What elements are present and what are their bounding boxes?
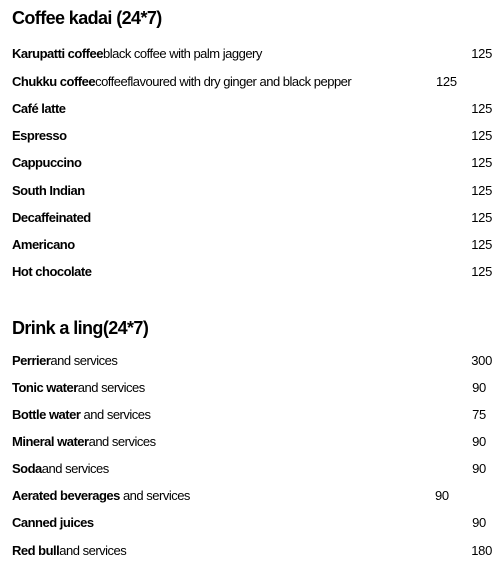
menu-item-cafe-latte — [12, 99, 500, 119]
item-name: Decaffeinated — [12, 210, 91, 225]
menu-item-americano — [12, 235, 500, 255]
menu-item-cappuccino — [12, 153, 500, 173]
item-name: Karupatti coffee — [12, 46, 103, 61]
item-price: 90 — [472, 380, 486, 395]
item-name: Hot chocolate — [12, 264, 92, 279]
menu-item-perrier — [12, 351, 500, 371]
item-name: Cappuccino — [12, 155, 82, 170]
menu-item-mineral-water — [12, 432, 500, 452]
item-name: Café latte — [12, 101, 66, 116]
menu-item-karupatti-coffee — [12, 44, 500, 64]
item-price: 125 — [436, 74, 457, 89]
item-price: 90 — [472, 515, 486, 530]
menu-item-aerated-beverages — [12, 486, 500, 506]
item-description: and services — [59, 543, 127, 558]
item-name: Canned juices — [12, 515, 94, 530]
item-name: Perrier — [12, 353, 51, 368]
item-price: 125 — [471, 264, 492, 279]
item-price: 125 — [471, 210, 492, 225]
item-name: Americano — [12, 237, 75, 252]
item-name: Tonic water — [12, 380, 78, 395]
item-description: black coffee with palm jaggery — [102, 46, 262, 61]
item-name: Soda — [12, 461, 42, 476]
item-price: 90 — [472, 461, 486, 476]
item-price: 75 — [472, 407, 486, 422]
item-price: 125 — [471, 155, 492, 170]
item-price: 125 — [471, 46, 492, 61]
menu-item-red-bull — [12, 541, 500, 561]
item-price: 90 — [435, 488, 449, 503]
section-title-coffee-kadai: Coffee kadai (24*7) — [12, 8, 162, 28]
item-description: coffeeflavoured with dry ginger and black pepper — [95, 74, 352, 89]
item-price: 125 — [471, 237, 492, 252]
item-description: and services — [77, 380, 145, 395]
menu-item-decaffeinated — [12, 208, 500, 228]
item-name: Aerated beverages — [12, 488, 120, 503]
menu-item-canned-juices — [12, 513, 500, 533]
item-name: Mineral water — [12, 434, 89, 449]
item-description: and services — [119, 488, 190, 503]
menu-item-south-indian — [12, 181, 500, 201]
menu-item-bottle-water — [12, 405, 500, 425]
item-name: Espresso — [12, 128, 67, 143]
item-name: Red bull — [12, 543, 60, 558]
item-description: and services — [88, 434, 156, 449]
item-price: 125 — [471, 183, 492, 198]
item-price: 125 — [471, 101, 492, 116]
menu-item-espresso — [12, 126, 500, 146]
item-price: 300 — [471, 353, 492, 368]
item-price: 125 — [471, 128, 492, 143]
item-description: and services — [50, 353, 118, 368]
menu-item-tonic-water — [12, 378, 500, 398]
menu-item-hot-chocolate — [12, 262, 500, 282]
item-description: and services — [41, 461, 109, 476]
menu-item-soda — [12, 459, 500, 479]
menu-item-chukku-coffee — [12, 72, 500, 92]
item-price: 180 — [471, 543, 492, 558]
section-title-drink-a-ling: Drink a ling(24*7) — [12, 318, 149, 338]
item-price: 90 — [472, 434, 486, 449]
item-name: Chukku coffee — [12, 74, 96, 89]
item-description: and services — [80, 407, 151, 422]
item-name: Bottle water — [12, 407, 81, 422]
item-name: South Indian — [12, 183, 85, 198]
